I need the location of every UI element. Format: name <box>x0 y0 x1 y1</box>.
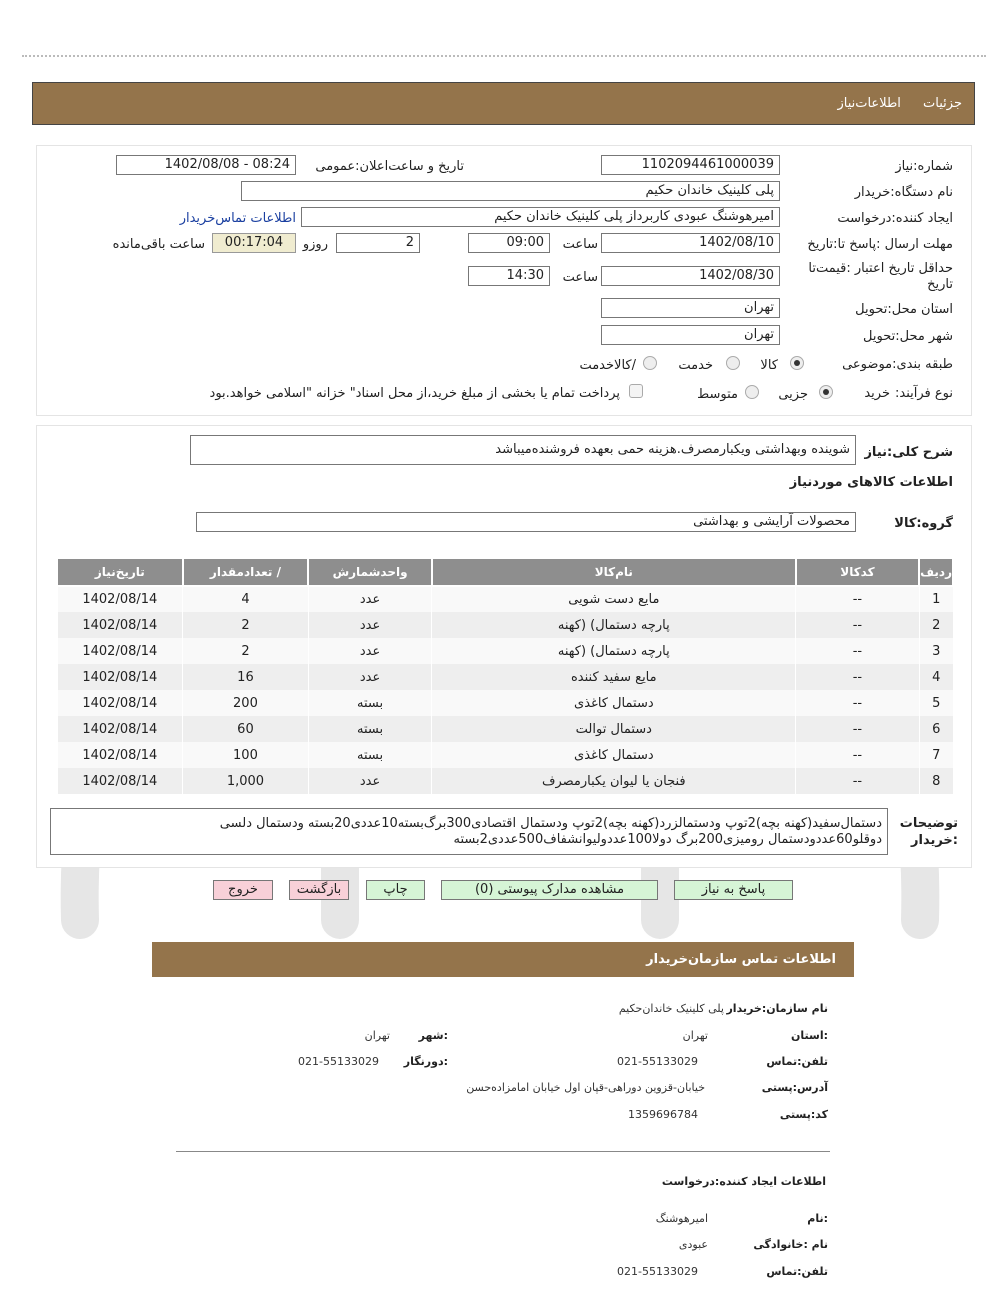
treasury-payment-checkbox[interactable] <box>629 384 643 398</box>
category-option-service: خدمت <box>678 358 713 373</box>
table-row <box>57 664 953 690</box>
cell-qty: 1,000 <box>183 768 309 794</box>
cell-code: -- <box>796 638 919 664</box>
cell-date: 1402/08/14 <box>57 690 183 716</box>
province-label: استان محل:تحویل <box>855 302 953 317</box>
postal-label: کد:پستی <box>779 1108 828 1121</box>
goods-table <box>56 557 954 794</box>
city-field: تهران <box>601 325 780 345</box>
family-label: نام :خانوادگی <box>753 1238 828 1251</box>
creator-phone-label: تلفن:تماس <box>766 1265 828 1278</box>
cell-row: 1 <box>919 586 953 612</box>
process-option-medium: متوسط <box>697 387 738 402</box>
cell-code: -- <box>796 716 919 742</box>
cell-unit: عدد <box>308 612 432 638</box>
tab-details[interactable]: جزئیات <box>923 96 962 111</box>
days-label: روزو <box>302 237 328 252</box>
announce-field: 1402/08/08 - 08:24 <box>116 155 296 175</box>
table-header-row <box>57 558 953 586</box>
phone-value: 021-55133029 <box>617 1055 698 1068</box>
col-code: کدکالا <box>796 558 919 586</box>
deadline-label: مهلت ارسال :پاسخ تا:تاریخ <box>807 237 953 252</box>
contact-city-value: تهران <box>364 1029 390 1042</box>
need-number-label: شماره:نیاز <box>895 159 953 174</box>
treasury-payment-note: پرداخت تمام یا بخشی از مبلغ خرید،از محل اسناد" خزانه "اسلامی خواهد.بود <box>209 386 620 401</box>
buyer-contact-link[interactable]: اطلاعات تماس‌خریدار <box>179 211 296 226</box>
cell-name: دستمال کاغذی <box>432 742 796 768</box>
announce-label: تاریخ و ساعت‌اعلان:عمومی <box>315 159 464 174</box>
tab-need-info[interactable]: اطلاعات‌نیاز <box>837 96 901 111</box>
cell-unit: بسته <box>308 690 432 716</box>
fax-value: 021-55133029 <box>298 1055 379 1068</box>
print-button[interactable]: چاپ <box>366 880 425 900</box>
summary-field: شوینده وبهداشتی ویکبارمصرف.هزینه حمی بعهده فروشنده‌میباشد <box>190 435 856 465</box>
cell-unit: عدد <box>308 768 432 794</box>
table-row <box>57 690 953 716</box>
name-label: :نام <box>807 1212 828 1225</box>
col-date: تاریخ‌نیاز <box>57 558 183 586</box>
cell-date: 1402/08/14 <box>57 742 183 768</box>
cell-code: -- <box>796 768 919 794</box>
cell-code: -- <box>796 586 919 612</box>
family-value: عبودی <box>678 1238 708 1251</box>
table-row <box>57 768 953 794</box>
back-button[interactable]: بازگشت <box>289 880 349 900</box>
phone-label: تلفن:تماس <box>766 1055 828 1068</box>
cell-qty: 60 <box>183 716 309 742</box>
validity-time-field: 14:30 <box>468 266 550 286</box>
org-value: پلی کلینیک خاندان‌حکیم <box>618 1002 724 1015</box>
fax-label: :دورنگار <box>403 1055 448 1068</box>
contact-province-value: تهران <box>682 1029 708 1042</box>
cell-row: 2 <box>919 612 953 638</box>
buyer-notes-field <box>50 808 888 855</box>
cell-unit: عدد <box>308 586 432 612</box>
cell-unit: عدد <box>308 664 432 690</box>
category-label: طبقه بندی:موضوعی <box>842 357 953 372</box>
category-radio-goods-service[interactable] <box>643 356 657 370</box>
col-row: ردیف <box>919 558 953 586</box>
city-label: شهر محل:تحویل <box>863 329 953 344</box>
cell-row: 7 <box>919 742 953 768</box>
province-field: تهران <box>601 298 780 318</box>
deadline-time-field: 09:00 <box>468 233 550 253</box>
group-field: محصولات آرایشی و بهداشتی <box>196 512 856 532</box>
exit-button[interactable]: خروج <box>213 880 273 900</box>
top-divider <box>22 55 986 57</box>
cell-unit: عدد <box>308 638 432 664</box>
category-option-goods-service: /کالاخدمت <box>579 358 636 373</box>
process-radio-minor[interactable] <box>819 385 833 399</box>
cell-code: -- <box>796 742 919 768</box>
creator-phone-value: 021-55133029 <box>617 1265 698 1278</box>
buyer-notes-line1: دستمال‌سفید(کهنه بچه)2توپ ودستمالزرد(کهنه بچه)2توپ ودستمال اقتصادی300برگ‌بسته10عددی20بسته ودستمال دلسی <box>219 816 882 831</box>
cell-date: 1402/08/14 <box>57 612 183 638</box>
buyer-notes-label: توضیحات :خریدار <box>899 816 958 848</box>
cell-date: 1402/08/14 <box>57 664 183 690</box>
cell-qty: 2 <box>183 612 309 638</box>
process-buy: خرید <box>864 386 890 401</box>
attachments-button[interactable]: مشاهده مدارک پیوستی (0) <box>441 880 658 900</box>
col-unit: واحدشمارش <box>308 558 432 586</box>
creator-heading: اطلاعات ایجاد کننده:درخواست <box>661 1175 826 1188</box>
col-name: نام‌کالا <box>432 558 796 586</box>
cell-name: مایع دست شویی <box>432 586 796 612</box>
cell-date: 1402/08/14 <box>57 768 183 794</box>
table-row <box>57 638 953 664</box>
need-number-field: 1102094461000039 <box>601 155 780 175</box>
buyer-notes-line2: دوقلو60عددودستمال رومیزی200برگ دولا100عددولیوانشفاف500عددی2بسته <box>453 832 882 847</box>
validity-time-label: ساعت <box>562 270 598 285</box>
table-row <box>57 586 953 612</box>
cell-date: 1402/08/14 <box>57 716 183 742</box>
contact-section-bar <box>152 942 854 977</box>
remaining-time-label: ساعت باقی‌مانده <box>112 237 205 252</box>
contact-city-label: :شهر <box>418 1029 448 1042</box>
cell-name: پارچه دستمال) (کهنه <box>432 612 796 638</box>
goods-heading: اطلاعات کالاهای موردنیاز <box>789 475 953 490</box>
cell-row: 4 <box>919 664 953 690</box>
table-row <box>57 742 953 768</box>
cell-qty: 2 <box>183 638 309 664</box>
category-radio-goods[interactable] <box>790 356 804 370</box>
contact-heading: اطلاعات تماس سازمان‌خریدار <box>646 952 836 967</box>
category-option-goods: کالا <box>760 358 778 373</box>
days-field: 2 <box>336 233 420 253</box>
cell-qty: 200 <box>183 690 309 716</box>
cell-date: 1402/08/14 <box>57 638 183 664</box>
cell-date: 1402/08/14 <box>57 586 183 612</box>
cell-row: 5 <box>919 690 953 716</box>
cell-row: 6 <box>919 716 953 742</box>
postal-value: 1359696784 <box>628 1108 698 1121</box>
cell-row: 3 <box>919 638 953 664</box>
cell-qty: 4 <box>183 586 309 612</box>
cell-unit: بسته <box>308 716 432 742</box>
creator-label: ایجاد کننده:درخواست <box>837 211 953 226</box>
remaining-time-field: 00:17:04 <box>212 233 296 253</box>
cell-name: فنجان یا لیوان یکبارمصرف <box>432 768 796 794</box>
category-radio-service[interactable] <box>726 356 740 370</box>
cell-name: پارچه دستمال) (کهنه <box>432 638 796 664</box>
process-label: نوع فرآیند: <box>895 386 953 401</box>
address-value: خیابان-قزوین دوراهی-قپان اول خیابان امامزاده‌حسن <box>466 1081 705 1094</box>
address-label: آدرس:پستی <box>761 1081 828 1094</box>
contact-province-label: :استان <box>791 1029 828 1042</box>
validity-date-field: 1402/08/30 <box>601 266 780 286</box>
cell-name: دستمال کاغذی <box>432 690 796 716</box>
group-label: گروه:کالا <box>894 516 953 531</box>
buyer-org-label: نام دستگاه:خریدار <box>854 185 953 200</box>
buyer-org-field: پلی کلینیک خاندان حکیم <box>241 181 780 201</box>
reply-button[interactable]: پاسخ به نیاز <box>674 880 793 900</box>
org-label: نام سازمان:خریدار <box>726 1002 828 1015</box>
header-bar <box>32 82 975 125</box>
name-value: امیرهوشنگ <box>655 1212 708 1225</box>
process-radio-medium[interactable] <box>745 385 759 399</box>
cell-code: -- <box>796 690 919 716</box>
creator-field: امیرهوشنگ عبودی کاربرداز پلی کلینیک خاندان حکیم <box>301 207 780 227</box>
cell-name: دستمال توالت <box>432 716 796 742</box>
contact-divider <box>176 1151 830 1152</box>
table-row <box>57 716 953 742</box>
col-qty: / تعدادمقدار <box>183 558 309 586</box>
deadline-date-field: 1402/08/10 <box>601 233 780 253</box>
summary-label: شرح کلی:نیاز <box>864 445 953 460</box>
cell-row: 8 <box>919 768 953 794</box>
cell-code: -- <box>796 664 919 690</box>
process-option-minor: جزیی <box>778 387 808 402</box>
cell-qty: 16 <box>183 664 309 690</box>
table-row <box>57 612 953 638</box>
cell-name: مایع سفید کننده <box>432 664 796 690</box>
cell-unit: بسته <box>308 742 432 768</box>
cell-code: -- <box>796 612 919 638</box>
deadline-time-label: ساعت <box>562 237 598 252</box>
validity-label: حداقل تاریخ اعتبار :قیمت‌تا تاریخ <box>808 261 953 292</box>
cell-qty: 100 <box>183 742 309 768</box>
